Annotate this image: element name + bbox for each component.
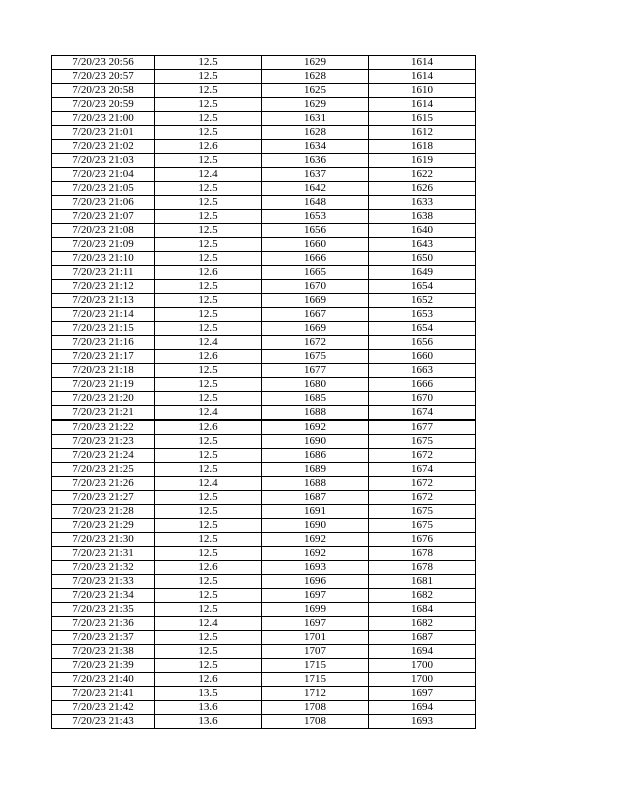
table-row	[52, 491, 476, 505]
value-c-cell: 1694	[369, 701, 476, 715]
value-b-cell: 1670	[262, 280, 369, 294]
timestamp-cell: 7/20/23 21:34	[52, 589, 155, 603]
value-b-cell: 1696	[262, 575, 369, 589]
value-b-cell: 1692	[262, 533, 369, 547]
table-row	[52, 168, 476, 182]
table-row	[52, 182, 476, 196]
table-row	[52, 477, 476, 491]
value-a-cell: 13.6	[155, 715, 262, 729]
value-a-cell: 12.5	[155, 547, 262, 561]
value-a-cell: 12.6	[155, 561, 262, 575]
timestamp-cell: 7/20/23 21:27	[52, 491, 155, 505]
value-b-cell: 1687	[262, 491, 369, 505]
timestamp-cell: 7/20/23 21:08	[52, 224, 155, 238]
timestamp-cell: 7/20/23 20:56	[52, 56, 155, 70]
table-row	[52, 70, 476, 84]
timestamp-cell: 7/20/23 21:01	[52, 126, 155, 140]
value-a-cell: 12.4	[155, 336, 262, 350]
timestamp-cell: 7/20/23 21:20	[52, 392, 155, 406]
value-b-cell: 1699	[262, 603, 369, 617]
value-c-cell: 1654	[369, 322, 476, 336]
value-a-cell: 12.5	[155, 112, 262, 126]
table-row	[52, 505, 476, 519]
value-b-cell: 1693	[262, 561, 369, 575]
timestamp-cell: 7/20/23 21:11	[52, 266, 155, 280]
value-c-cell: 1675	[369, 435, 476, 449]
timestamp-cell: 7/20/23 21:25	[52, 463, 155, 477]
value-b-cell: 1637	[262, 168, 369, 182]
value-a-cell: 12.6	[155, 420, 262, 435]
value-c-cell: 1640	[369, 224, 476, 238]
value-c-cell: 1687	[369, 631, 476, 645]
value-a-cell: 13.5	[155, 687, 262, 701]
value-b-cell: 1701	[262, 631, 369, 645]
value-b-cell: 1634	[262, 140, 369, 154]
table-row	[52, 350, 476, 364]
value-c-cell: 1653	[369, 308, 476, 322]
value-c-cell: 1633	[369, 196, 476, 210]
table-row	[52, 56, 476, 70]
table-row	[52, 266, 476, 280]
timestamp-cell: 7/20/23 21:31	[52, 547, 155, 561]
value-b-cell: 1677	[262, 364, 369, 378]
timestamp-cell: 7/20/23 21:14	[52, 308, 155, 322]
value-a-cell: 12.4	[155, 617, 262, 631]
data-table	[51, 55, 476, 729]
value-b-cell: 1692	[262, 420, 369, 435]
value-c-cell: 1672	[369, 449, 476, 463]
timestamp-cell: 7/20/23 21:21	[52, 406, 155, 421]
value-c-cell: 1693	[369, 715, 476, 729]
value-b-cell: 1628	[262, 70, 369, 84]
table-row	[52, 533, 476, 547]
table-row	[52, 224, 476, 238]
table-row	[52, 449, 476, 463]
value-a-cell: 12.5	[155, 575, 262, 589]
value-b-cell: 1697	[262, 589, 369, 603]
timestamp-cell: 7/20/23 21:22	[52, 420, 155, 435]
table-row	[52, 112, 476, 126]
timestamp-cell: 7/20/23 21:06	[52, 196, 155, 210]
value-c-cell: 1610	[369, 84, 476, 98]
timestamp-cell: 7/20/23 21:36	[52, 617, 155, 631]
value-c-cell: 1643	[369, 238, 476, 252]
timestamp-cell: 7/20/23 21:40	[52, 673, 155, 687]
value-c-cell: 1638	[369, 210, 476, 224]
value-a-cell: 12.5	[155, 280, 262, 294]
value-b-cell: 1672	[262, 336, 369, 350]
value-b-cell: 1669	[262, 294, 369, 308]
value-a-cell: 12.5	[155, 308, 262, 322]
timestamp-cell: 7/20/23 21:43	[52, 715, 155, 729]
value-a-cell: 12.5	[155, 238, 262, 252]
value-c-cell: 1663	[369, 364, 476, 378]
value-b-cell: 1690	[262, 435, 369, 449]
timestamp-cell: 7/20/23 21:28	[52, 505, 155, 519]
timestamp-cell: 7/20/23 20:57	[52, 70, 155, 84]
value-c-cell: 1614	[369, 56, 476, 70]
value-c-cell: 1615	[369, 112, 476, 126]
table-row	[52, 687, 476, 701]
table-row	[52, 210, 476, 224]
value-a-cell: 12.5	[155, 392, 262, 406]
timestamp-cell: 7/20/23 21:18	[52, 364, 155, 378]
timestamp-cell: 7/20/23 21:04	[52, 168, 155, 182]
value-b-cell: 1636	[262, 154, 369, 168]
value-c-cell: 1670	[369, 392, 476, 406]
table-row	[52, 280, 476, 294]
value-c-cell: 1681	[369, 575, 476, 589]
value-b-cell: 1715	[262, 659, 369, 673]
table-body	[52, 56, 476, 729]
value-b-cell: 1715	[262, 673, 369, 687]
table-row	[52, 238, 476, 252]
table-row	[52, 715, 476, 729]
table-row	[52, 196, 476, 210]
value-b-cell: 1667	[262, 308, 369, 322]
table-row	[52, 252, 476, 266]
value-c-cell: 1618	[369, 140, 476, 154]
value-a-cell: 12.4	[155, 168, 262, 182]
table-row	[52, 364, 476, 378]
table-row	[52, 126, 476, 140]
value-b-cell: 1656	[262, 224, 369, 238]
table-row	[52, 322, 476, 336]
table-row	[52, 673, 476, 687]
value-a-cell: 12.5	[155, 378, 262, 392]
value-c-cell: 1656	[369, 336, 476, 350]
value-c-cell: 1626	[369, 182, 476, 196]
table-row	[52, 617, 476, 631]
value-a-cell: 12.5	[155, 435, 262, 449]
value-a-cell: 12.6	[155, 140, 262, 154]
timestamp-cell: 7/20/23 21:10	[52, 252, 155, 266]
value-a-cell: 12.5	[155, 603, 262, 617]
timestamp-cell: 7/20/23 21:07	[52, 210, 155, 224]
value-c-cell: 1666	[369, 378, 476, 392]
value-b-cell: 1697	[262, 617, 369, 631]
timestamp-cell: 7/20/23 21:05	[52, 182, 155, 196]
value-b-cell: 1628	[262, 126, 369, 140]
value-b-cell: 1712	[262, 687, 369, 701]
timestamp-cell: 7/20/23 21:42	[52, 701, 155, 715]
value-b-cell: 1631	[262, 112, 369, 126]
table-row	[52, 575, 476, 589]
value-b-cell: 1685	[262, 392, 369, 406]
value-a-cell: 12.5	[155, 505, 262, 519]
value-a-cell: 12.5	[155, 210, 262, 224]
timestamp-cell: 7/20/23 21:00	[52, 112, 155, 126]
table-row	[52, 392, 476, 406]
table-row	[52, 589, 476, 603]
value-b-cell: 1689	[262, 463, 369, 477]
value-a-cell: 12.5	[155, 98, 262, 112]
value-b-cell: 1669	[262, 322, 369, 336]
value-c-cell: 1682	[369, 617, 476, 631]
timestamp-cell: 7/20/23 21:13	[52, 294, 155, 308]
value-a-cell: 12.5	[155, 224, 262, 238]
value-a-cell: 12.5	[155, 126, 262, 140]
table-row	[52, 336, 476, 350]
value-b-cell: 1660	[262, 238, 369, 252]
value-b-cell: 1708	[262, 715, 369, 729]
table-row	[52, 547, 476, 561]
value-a-cell: 12.5	[155, 154, 262, 168]
value-c-cell: 1622	[369, 168, 476, 182]
value-b-cell: 1666	[262, 252, 369, 266]
table-row	[52, 294, 476, 308]
table-row	[52, 435, 476, 449]
value-a-cell: 12.6	[155, 673, 262, 687]
value-c-cell: 1650	[369, 252, 476, 266]
value-c-cell: 1660	[369, 350, 476, 364]
value-b-cell: 1625	[262, 84, 369, 98]
value-a-cell: 12.4	[155, 477, 262, 491]
timestamp-cell: 7/20/23 21:32	[52, 561, 155, 575]
value-a-cell: 12.4	[155, 406, 262, 421]
value-c-cell: 1677	[369, 420, 476, 435]
value-b-cell: 1648	[262, 196, 369, 210]
timestamp-cell: 7/20/23 21:30	[52, 533, 155, 547]
value-a-cell: 13.6	[155, 701, 262, 715]
value-c-cell: 1675	[369, 519, 476, 533]
value-a-cell: 12.5	[155, 182, 262, 196]
value-a-cell: 12.5	[155, 449, 262, 463]
value-c-cell: 1654	[369, 280, 476, 294]
value-c-cell: 1649	[369, 266, 476, 280]
value-b-cell: 1665	[262, 266, 369, 280]
value-c-cell: 1675	[369, 505, 476, 519]
value-b-cell: 1690	[262, 519, 369, 533]
timestamp-cell: 7/20/23 21:12	[52, 280, 155, 294]
timestamp-cell: 7/20/23 21:15	[52, 322, 155, 336]
value-b-cell: 1691	[262, 505, 369, 519]
value-a-cell: 12.5	[155, 56, 262, 70]
value-c-cell: 1700	[369, 673, 476, 687]
value-b-cell: 1707	[262, 645, 369, 659]
table-row	[52, 154, 476, 168]
value-b-cell: 1653	[262, 210, 369, 224]
table-row	[52, 308, 476, 322]
value-c-cell: 1619	[369, 154, 476, 168]
table-row	[52, 378, 476, 392]
timestamp-cell: 7/20/23 21:03	[52, 154, 155, 168]
table-row	[52, 659, 476, 673]
value-c-cell: 1682	[369, 589, 476, 603]
value-a-cell: 12.5	[155, 533, 262, 547]
table-row	[52, 406, 476, 421]
value-b-cell: 1642	[262, 182, 369, 196]
value-c-cell: 1652	[369, 294, 476, 308]
value-b-cell: 1629	[262, 98, 369, 112]
value-a-cell: 12.5	[155, 252, 262, 266]
value-a-cell: 12.5	[155, 631, 262, 645]
value-b-cell: 1686	[262, 449, 369, 463]
timestamp-cell: 7/20/23 20:58	[52, 84, 155, 98]
value-c-cell: 1614	[369, 70, 476, 84]
value-a-cell: 12.5	[155, 364, 262, 378]
table-row	[52, 561, 476, 575]
value-c-cell: 1674	[369, 463, 476, 477]
table-row	[52, 463, 476, 477]
timestamp-cell: 7/20/23 21:29	[52, 519, 155, 533]
table-row	[52, 519, 476, 533]
value-b-cell: 1688	[262, 406, 369, 421]
value-a-cell: 12.5	[155, 70, 262, 84]
table-row	[52, 140, 476, 154]
timestamp-cell: 7/20/23 21:39	[52, 659, 155, 673]
value-a-cell: 12.5	[155, 491, 262, 505]
timestamp-cell: 7/20/23 21:26	[52, 477, 155, 491]
table-row	[52, 603, 476, 617]
value-b-cell: 1688	[262, 477, 369, 491]
value-b-cell: 1629	[262, 56, 369, 70]
timestamp-cell: 7/20/23 20:59	[52, 98, 155, 112]
timestamp-cell: 7/20/23 21:16	[52, 336, 155, 350]
value-c-cell: 1694	[369, 645, 476, 659]
value-c-cell: 1674	[369, 406, 476, 421]
table-row	[52, 701, 476, 715]
table-row	[52, 98, 476, 112]
value-b-cell: 1675	[262, 350, 369, 364]
timestamp-cell: 7/20/23 21:35	[52, 603, 155, 617]
value-c-cell: 1672	[369, 491, 476, 505]
value-a-cell: 12.5	[155, 659, 262, 673]
timestamp-cell: 7/20/23 21:19	[52, 378, 155, 392]
value-c-cell: 1672	[369, 477, 476, 491]
value-c-cell: 1678	[369, 547, 476, 561]
timestamp-cell: 7/20/23 21:38	[52, 645, 155, 659]
timestamp-cell: 7/20/23 21:17	[52, 350, 155, 364]
value-c-cell: 1697	[369, 687, 476, 701]
value-a-cell: 12.5	[155, 322, 262, 336]
value-a-cell: 12.6	[155, 350, 262, 364]
value-a-cell: 12.6	[155, 266, 262, 280]
value-c-cell: 1678	[369, 561, 476, 575]
table-row	[52, 631, 476, 645]
table-row	[52, 84, 476, 98]
timestamp-cell: 7/20/23 21:33	[52, 575, 155, 589]
timestamp-cell: 7/20/23 21:24	[52, 449, 155, 463]
value-c-cell: 1684	[369, 603, 476, 617]
timestamp-cell: 7/20/23 21:02	[52, 140, 155, 154]
timestamp-cell: 7/20/23 21:41	[52, 687, 155, 701]
value-a-cell: 12.5	[155, 589, 262, 603]
timestamp-cell: 7/20/23 21:23	[52, 435, 155, 449]
value-c-cell: 1676	[369, 533, 476, 547]
value-a-cell: 12.5	[155, 519, 262, 533]
timestamp-cell: 7/20/23 21:09	[52, 238, 155, 252]
value-b-cell: 1680	[262, 378, 369, 392]
value-c-cell: 1612	[369, 126, 476, 140]
table-row	[52, 645, 476, 659]
value-b-cell: 1708	[262, 701, 369, 715]
value-c-cell: 1614	[369, 98, 476, 112]
value-a-cell: 12.5	[155, 294, 262, 308]
value-b-cell: 1692	[262, 547, 369, 561]
value-a-cell: 12.5	[155, 196, 262, 210]
table-row	[52, 420, 476, 435]
value-a-cell: 12.5	[155, 84, 262, 98]
value-c-cell: 1700	[369, 659, 476, 673]
value-a-cell: 12.5	[155, 463, 262, 477]
timestamp-cell: 7/20/23 21:37	[52, 631, 155, 645]
value-a-cell: 12.5	[155, 645, 262, 659]
